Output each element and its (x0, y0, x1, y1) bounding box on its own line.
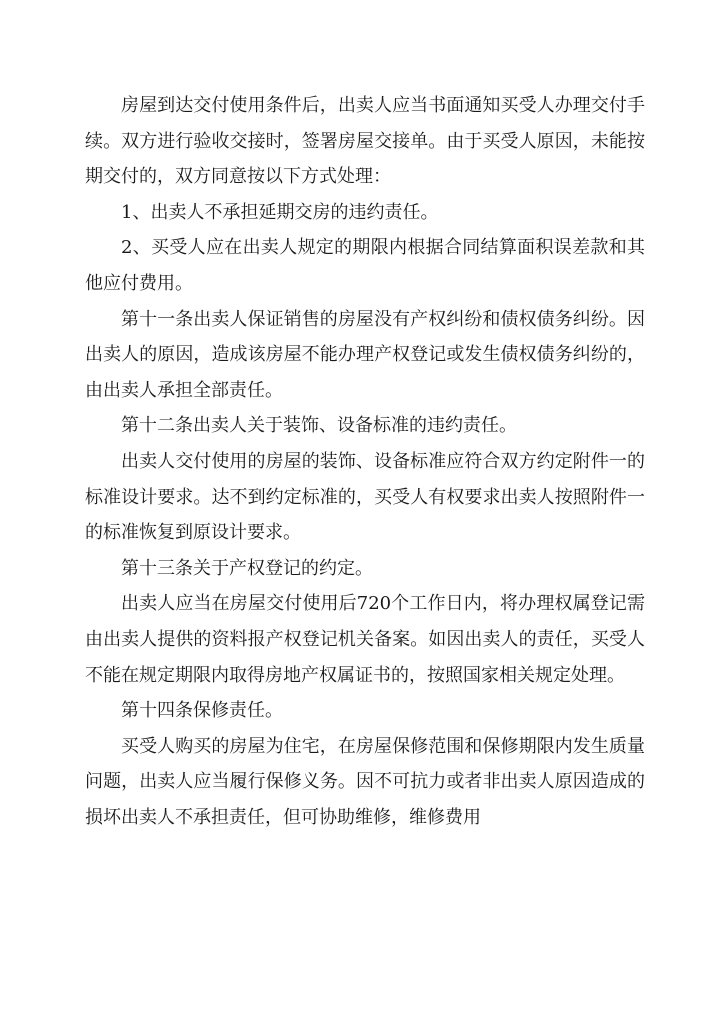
paragraph-article-14-body: 买受人购买的房屋为住宅，在房屋保修范围和保修期限内发生质量问题，出卖人应当履行保修义务。因不可抗力或者非出卖人原因造成的损坏出卖人不承担责任，但可协助维修，维修费用 (85, 735, 645, 828)
paragraph-article-13-body: 出卖人应当在房屋交付使用后720个工作日内，将办理权属登记需由出卖人提供的资料报产权登记机关备案。如因出卖人的责任，买受人不能在规定期限内取得房地产权属证书的，按照国家相关规定处理。 (85, 593, 645, 686)
paragraph-article-12-body: 出卖人交付使用的房屋的装饰、设备标准应符合双方约定附件一的标准设计要求。达不到约定标准的，买受人有权要求出卖人按照附件一的标准恢复到原设计要求。 (85, 450, 645, 544)
paragraph-item-2: 2、买受人应在出卖人规定的期限内根据合同结算面积误差款和其他应付费用。 (85, 237, 645, 294)
paragraph-article-13-title: 第十三条关于产权登记的约定。 (121, 557, 373, 579)
paragraph-article-11: 第十一条出卖人保证销售的房屋没有产权纠纷和债权债务纠纷。因出卖人的原因，造成该房屋不能办理产权登记或发生债权债务纠纷的，由出卖人承担全部责任。 (85, 308, 645, 401)
paragraph-article-14-title: 第十四条保修责任。 (121, 700, 283, 722)
paragraph-delivery-conditions: 房屋到达交付使用条件后，出卖人应当书面通知买受人办理交付手续。双方进行验收交接时，签署房屋交接单。由于买受人原因，未能按期交付的，双方同意按以下方式处理： (85, 95, 645, 188)
paragraph-item-1: 1、出卖人不承担延期交房的违约责任。 (121, 201, 439, 223)
document-body (85, 88, 645, 835)
paragraph-article-12-title: 第十二条出卖人关于装饰、设备标准的违约责任。 (121, 415, 517, 437)
